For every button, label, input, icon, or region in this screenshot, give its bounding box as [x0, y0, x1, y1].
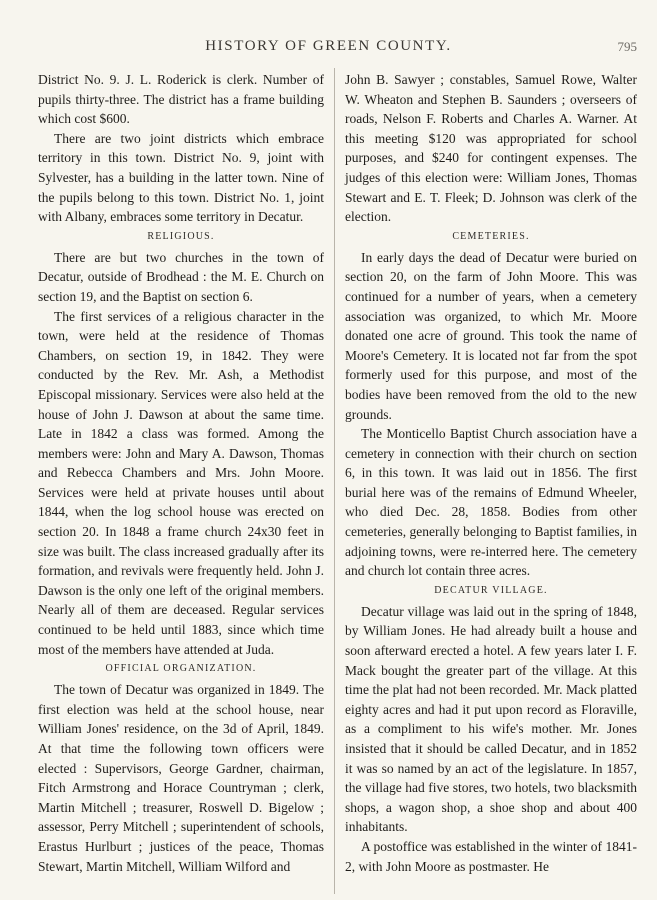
- paragraph: Decatur village was laid out in the spring of 1848, by William Jones. He had already built a house and soon afterward erected a hotel. A few years later I. F. Mack bought the greater part of the village. At this time the plat had not been recorded. Mr. Mack platted eighty acres and had it put upon record as Floraville, as a compliment to his wife's mother. Mr. Jones insisted that it should be called Decatur, and in 1852 it was so named by an act of the legislature. In 1857, the village had five stores, two hotels, two blacksmith shops, a wagon shop, a shoe shop and about 400 inhabitants.: [345, 603, 637, 835]
- right-column: [345, 70, 637, 876]
- section-heading-religious: RELIGIOUS.: [147, 230, 215, 242]
- section-heading-official-organization: OFFICIAL ORGANIZATION.: [105, 663, 257, 675]
- column-divider: [334, 68, 335, 894]
- paragraph: A postoffice was established in the winter of 1841-2, with John Moore as postmaster. He: [345, 838, 637, 874]
- paragraph: District No. 9. J. L. Roderick is clerk. Number of pupils thirty-three. The district has a frame building which cost $600.: [38, 72, 324, 127]
- section-heading-decatur-village: DECATUR VILLAGE.: [434, 584, 548, 596]
- section-heading-cemeteries: CEMETERIES.: [452, 230, 530, 242]
- paragraph: There are two joint districts which embrace territory in this town. District No. 9, joint with Sylvester, has a building in the latter town. Nine of the pupils belong to this town. District No. 1, joint with Albany, embraces some territory in Decatur.: [38, 130, 324, 225]
- paragraph: John B. Sawyer ; constables, Samuel Rowe, Walter W. Wheaton and Stephen B. Saunders ; overseers of roads, Nelson F. Roberts and Charles A. Warner. At this meeting $120 was appropriated for school purposes, and $240 for contingent expenses. The judges of this election were: William Jones, Thomas Stewart and E. T. Fleek; D. Johnson was clerk of the election.: [345, 72, 637, 225]
- left-column: [38, 70, 324, 876]
- page-number: 795: [617, 39, 637, 54]
- paragraph: There are but two churches in the town of Decatur, outside of Brodhead : the M. E. Church on section 19, and the Baptist on section 6.: [38, 249, 324, 304]
- paragraph: The first services of a religious character in the town, were held at the residence of Thomas Chambers, on section 19, in 1842. They were conducted by the Rev. Mr. Ash, a Methodist Episcopal missionary. Services were also held at the house of John J. Dawson at about the same time. Late in 1842 a class was formed. Among the members were: John and Mary A. Dawson, Thomas and Rebecca Chambers and Mrs. John Moore. Services were held at private houses until about 1844, when the log school house was erected on section 20. In 1848 a frame church 24x30 feet in size was built. The class increased gradually after its formation, and revivals were frequently held. John J. Dawson is the only one left of the original members. Nearly all of them are deceased. Regular services continued to be held until 1883, since which time most of the members have attended at Juda.: [38, 308, 324, 657]
- running-title: HISTORY OF GREEN COUNTY.: [205, 38, 452, 54]
- page-header: [0, 38, 657, 54]
- paragraph: In early days the dead of Decatur were buried on section 20, on the farm of John Moore. This was continued for a number of years, when a cemetery association was organized, to which Mr. Moore donated one acre of ground. This took the name of Moore's Cemetery. It is located not far from the spot formerly used for this purpose, and most of the bodies have been removed from the old to the new grounds.: [345, 249, 637, 422]
- paragraph: The town of Decatur was organized in 1849. The first election was held at the school house, near William Jones' residence, on the 3d of April, 1849. At that time the following town officers were elected : Supervisors, George Gardner, chairman, Fitch Armstrong and Horace Countryman ; clerk, Martin Mitchell ; treasurer, Roswell D. Bigelow ; assessor, Perry Mitchell ; superintendent of schools, Erastus Hurlburt ; justices of the peace, Thomas Stewart, Martin Mitchell, William Wilford and: [38, 682, 324, 874]
- paragraph: The Monticello Baptist Church association have a cemetery in connection with their church on section 6, in this town. It was laid out in 1856. The first burial here was of the remains of Edmund Wheeler, who died Dec. 28, 1858. Bodies from other cemeteries, generally belonging to Baptist families, in adjoining towns, were re-interred here. The cemetery and church lot contain three acres.: [345, 426, 637, 579]
